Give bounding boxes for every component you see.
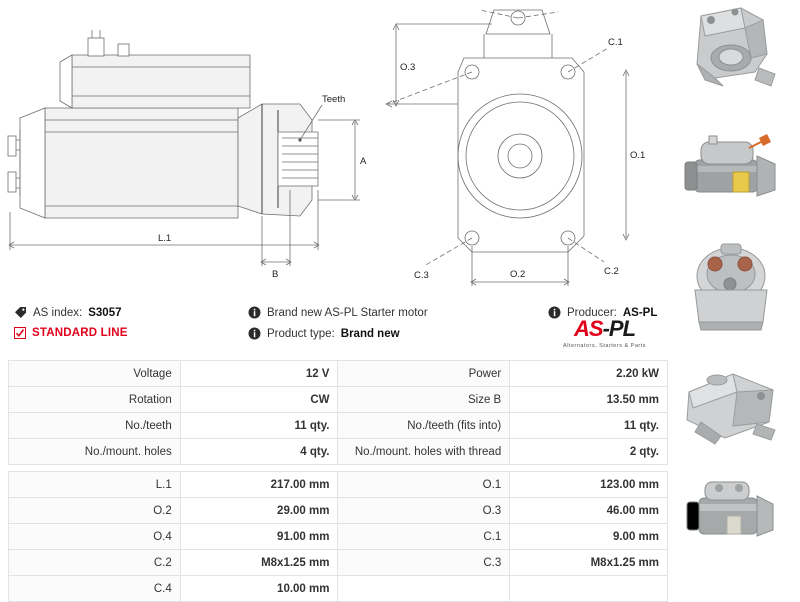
table-row <box>9 524 668 550</box>
info-column-middle <box>248 306 428 348</box>
product-type-line <box>248 327 428 340</box>
spec-value-2: 13.50 mm <box>510 387 668 413</box>
as-index-label: AS index: <box>33 306 83 319</box>
drawing-side-view <box>0 0 372 292</box>
product-type-value: Brand new <box>340 327 400 340</box>
as-pl-logo <box>563 316 646 349</box>
table-row <box>9 387 668 413</box>
spec-key-2: No./mount. holes with thread <box>338 439 510 465</box>
drawing-front-view <box>372 0 672 292</box>
spec-key: No./mount. holes <box>9 439 181 465</box>
table-row <box>9 361 668 387</box>
starter-photo-solenoid-view[interactable] <box>671 230 791 340</box>
spec-key: O.2 <box>9 498 181 524</box>
label-l1: L.1 <box>158 233 172 244</box>
spec-value: 217.00 mm <box>180 472 338 498</box>
producer-value: AS-PL <box>622 306 658 319</box>
as-index-line <box>14 306 128 319</box>
brand-text: Brand new AS-PL Starter motor <box>267 306 428 319</box>
spec-key-2: Power <box>338 361 510 387</box>
starter-photo-side-view[interactable] <box>671 116 791 226</box>
starter-photo-top-view[interactable] <box>671 2 791 112</box>
info-column-left <box>14 306 128 347</box>
spec-value: CW <box>180 387 338 413</box>
label-c2: C.2 <box>604 266 619 277</box>
spec-key: L.1 <box>9 472 181 498</box>
label-c1: C.1 <box>608 37 623 48</box>
spec-value-2: 11 qty. <box>510 413 668 439</box>
spec-value: 91.00 mm <box>180 524 338 550</box>
spec-value-2: 2 qty. <box>510 439 668 465</box>
standard-line-label: STANDARD LINE <box>32 327 128 339</box>
table-row <box>9 550 668 576</box>
label-o3: O.3 <box>400 62 416 73</box>
table-row <box>9 498 668 524</box>
spec-value-2: 2.20 kW <box>510 361 668 387</box>
label-o1: O.1 <box>630 150 646 161</box>
spec-key-2: No./teeth (fits into) <box>338 413 510 439</box>
label-a: A <box>360 156 367 167</box>
label-teeth: Teeth <box>322 94 346 105</box>
spec-value: 11 qty. <box>180 413 338 439</box>
spec-value: 29.00 mm <box>180 498 338 524</box>
label-b: B <box>272 269 279 280</box>
check-box-icon <box>14 327 26 339</box>
table-gap-row <box>9 465 668 472</box>
spec-key: Voltage <box>9 361 181 387</box>
table-row <box>9 576 668 602</box>
spec-key: C.2 <box>9 550 181 576</box>
table-row <box>9 472 668 498</box>
logo-subtitle: Alternators, Starters & Parts <box>563 343 646 349</box>
brand-line <box>248 306 428 319</box>
info-icon-3 <box>548 306 561 319</box>
spec-key-2: O.1 <box>338 472 510 498</box>
technical-drawings <box>0 0 672 292</box>
spec-value: M8x1.25 mm <box>180 550 338 576</box>
spec-key: No./teeth <box>9 413 181 439</box>
spec-key-2: C.1 <box>338 524 510 550</box>
starter-photo-angled-view[interactable] <box>671 344 791 454</box>
spec-key-2: C.3 <box>338 550 510 576</box>
spec-empty-cell <box>338 576 510 602</box>
info-strip <box>8 300 668 358</box>
table-row <box>9 413 668 439</box>
spec-value-2: 123.00 mm <box>510 472 668 498</box>
spec-value: 10.00 mm <box>180 576 338 602</box>
spec-key: C.4 <box>9 576 181 602</box>
spec-key: O.4 <box>9 524 181 550</box>
spec-value: 12 V <box>180 361 338 387</box>
logo-as: AS <box>574 316 603 341</box>
table-row <box>9 439 668 465</box>
logo-pl: -PL <box>602 316 636 341</box>
info-icon-2 <box>248 327 261 340</box>
spec-empty-cell-2 <box>510 576 668 602</box>
product-photos <box>668 2 794 587</box>
label-c3: C.3 <box>414 270 429 281</box>
spec-key-2: O.3 <box>338 498 510 524</box>
spec-value-2: 46.00 mm <box>510 498 668 524</box>
specification-table <box>8 360 668 602</box>
as-index-value: S3057 <box>88 306 122 319</box>
spec-key-2: Size B <box>338 387 510 413</box>
spec-value-2: 9.00 mm <box>510 524 668 550</box>
standard-line-row <box>14 327 128 339</box>
label-o2: O.2 <box>510 269 526 280</box>
product-type-label: Product type: <box>267 327 335 340</box>
spec-value-2: M8x1.25 mm <box>510 550 668 576</box>
spec-key: Rotation <box>9 387 181 413</box>
info-icon <box>248 306 261 319</box>
starter-photo-rear-view[interactable] <box>671 458 791 568</box>
spec-value: 4 qty. <box>180 439 338 465</box>
producer-label: Producer: <box>567 306 617 319</box>
tag-icon <box>14 306 27 319</box>
